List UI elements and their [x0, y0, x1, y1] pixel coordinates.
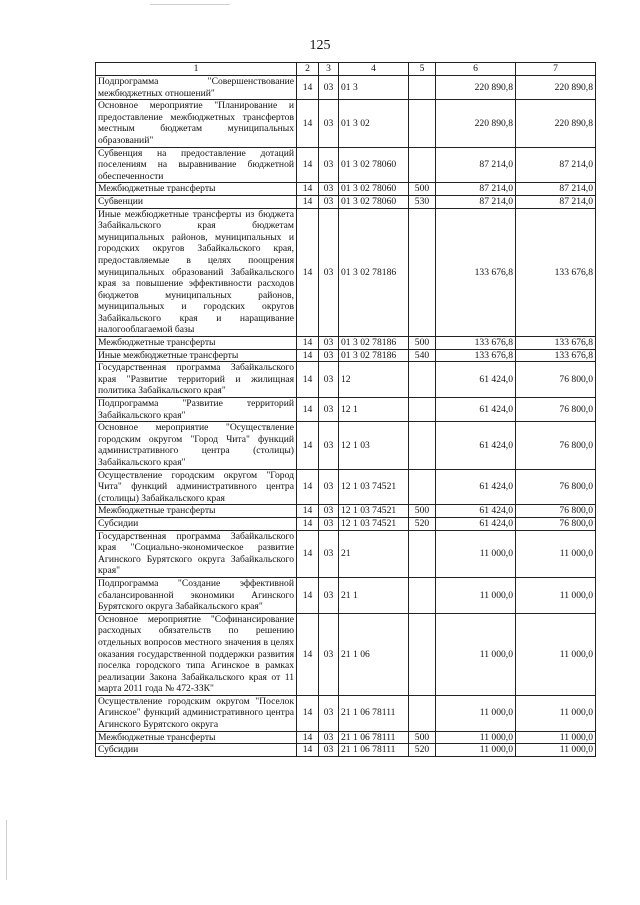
row-target-article: 01 3 02 78060 — [339, 195, 409, 208]
row-subsection-code: 03 — [319, 398, 339, 422]
row-amount-year-1: 87 214,0 — [436, 147, 516, 183]
row-target-article: 01 3 02 78186 — [339, 349, 409, 362]
row-amount-year-2: 133 676,8 — [516, 208, 596, 337]
row-description: Осуществление городским округом "Поселок Агинское" функций административного центра Агинского Бурятского округа — [96, 695, 297, 731]
row-amount-year-2: 220 890,8 — [516, 76, 596, 100]
column-header-7: 7 — [516, 63, 596, 76]
row-amount-year-1: 220 890,8 — [436, 100, 516, 147]
column-header-4: 4 — [339, 63, 409, 76]
row-subsection-code: 03 — [319, 76, 339, 100]
table-row — [96, 422, 596, 469]
row-amount-year-2: 11 000,0 — [516, 530, 596, 577]
row-section-code: 14 — [297, 349, 319, 362]
row-description: Межбюджетные трансферты — [96, 731, 297, 744]
row-section-code: 14 — [297, 337, 319, 350]
row-description: Основное мероприятие "Планирование и предоставление межбюджетных трансфертов местным бюджетам муниципальных образований" — [96, 100, 297, 147]
row-description: Субсидии — [96, 744, 297, 757]
row-amount-year-1: 11 000,0 — [436, 731, 516, 744]
table-row — [96, 362, 596, 398]
row-amount-year-2: 76 800,0 — [516, 505, 596, 518]
row-amount-year-2: 11 000,0 — [516, 731, 596, 744]
row-expense-type: 500 — [409, 731, 436, 744]
table-row — [96, 195, 596, 208]
row-section-code: 14 — [297, 517, 319, 530]
row-description: Иные межбюджетные трансферты из бюджета Забайкальского края бюджетам муниципальных районов, муниципальных и городских округов Забайкальского края, предоставляемые в целях поощрения муниципальных образований Забайкальского края за повышение эффективности расходов бюджетов муниципальных районов, муниципальных и городских округов Забайкальского края и наращивание налогооблагаемой базы — [96, 208, 297, 337]
row-section-code: 14 — [297, 469, 319, 505]
table-row — [96, 147, 596, 183]
table-body — [96, 76, 596, 757]
row-description: Субвенция на предоставление дотаций поселениям на выравнивание бюджетной обеспеченности — [96, 147, 297, 183]
row-amount-year-1: 11 000,0 — [436, 695, 516, 731]
column-number-row — [96, 63, 596, 76]
row-subsection-code: 03 — [319, 530, 339, 577]
row-description: Иные межбюджетные трансферты — [96, 349, 297, 362]
row-amount-year-1: 87 214,0 — [436, 183, 516, 196]
row-expense-type — [409, 76, 436, 100]
row-expense-type: 500 — [409, 505, 436, 518]
table-row — [96, 505, 596, 518]
table-row — [96, 613, 596, 695]
row-section-code: 14 — [297, 530, 319, 577]
row-subsection-code: 03 — [319, 183, 339, 196]
table-row — [96, 530, 596, 577]
row-amount-year-2: 220 890,8 — [516, 100, 596, 147]
scan-artifact-left — [6, 820, 7, 880]
row-description: Государственная программа Забайкальского края "Развитие территорий и жилищная политика Забайкальского края" — [96, 362, 297, 398]
row-amount-year-1: 133 676,8 — [436, 337, 516, 350]
column-header-1: 1 — [96, 63, 297, 76]
row-description: Межбюджетные трансферты — [96, 337, 297, 350]
row-amount-year-1: 61 424,0 — [436, 517, 516, 530]
row-description: Основное мероприятие "Осуществление городским округом "Город Чита" функций административного центра (столицы) Забайкальского края" — [96, 422, 297, 469]
row-expense-type — [409, 208, 436, 337]
row-section-code: 14 — [297, 100, 319, 147]
row-amount-year-2: 76 800,0 — [516, 422, 596, 469]
column-header-3: 3 — [319, 63, 339, 76]
row-expense-type: 530 — [409, 195, 436, 208]
row-amount-year-1: 61 424,0 — [436, 505, 516, 518]
row-amount-year-1: 87 214,0 — [436, 195, 516, 208]
row-amount-year-2: 11 000,0 — [516, 695, 596, 731]
table-row — [96, 349, 596, 362]
row-section-code: 14 — [297, 362, 319, 398]
row-subsection-code: 03 — [319, 147, 339, 183]
table-row — [96, 577, 596, 613]
row-expense-type — [409, 147, 436, 183]
row-expense-type: 520 — [409, 744, 436, 757]
row-amount-year-2: 76 800,0 — [516, 362, 596, 398]
table-row — [96, 695, 596, 731]
row-description: Основное мероприятие "Софинансирование расходных обязательств по решению отдельных вопросов местного значения в целях оказания государственной поддержки развития поселка городского типа Агинское в рамках реализации Закона Забайкальского края от 11 марта 2011 года № 472-ЗЗК" — [96, 613, 297, 695]
row-section-code: 14 — [297, 398, 319, 422]
row-subsection-code: 03 — [319, 577, 339, 613]
row-amount-year-2: 133 676,8 — [516, 337, 596, 350]
table-row — [96, 517, 596, 530]
row-section-code: 14 — [297, 208, 319, 337]
row-expense-type — [409, 695, 436, 731]
row-section-code: 14 — [297, 731, 319, 744]
row-subsection-code: 03 — [319, 100, 339, 147]
row-amount-year-1: 61 424,0 — [436, 398, 516, 422]
row-amount-year-1: 61 424,0 — [436, 362, 516, 398]
row-subsection-code: 03 — [319, 613, 339, 695]
row-expense-type — [409, 100, 436, 147]
row-amount-year-1: 61 424,0 — [436, 422, 516, 469]
row-amount-year-2: 11 000,0 — [516, 613, 596, 695]
row-target-article: 21 1 06 78111 — [339, 695, 409, 731]
row-expense-type — [409, 577, 436, 613]
row-section-code: 14 — [297, 183, 319, 196]
row-target-article: 21 — [339, 530, 409, 577]
row-amount-year-2: 87 214,0 — [516, 147, 596, 183]
row-description: Подпрограмма "Совершенствование межбюджетных отношений" — [96, 76, 297, 100]
row-expense-type: 500 — [409, 183, 436, 196]
row-target-article: 21 1 — [339, 577, 409, 613]
column-header-6: 6 — [436, 63, 516, 76]
row-expense-type — [409, 530, 436, 577]
row-target-article: 21 1 06 78111 — [339, 731, 409, 744]
row-amount-year-2: 87 214,0 — [516, 195, 596, 208]
row-expense-type — [409, 362, 436, 398]
row-expense-type — [409, 469, 436, 505]
row-subsection-code: 03 — [319, 469, 339, 505]
row-section-code: 14 — [297, 744, 319, 757]
row-description: Субсидии — [96, 517, 297, 530]
row-description: Подпрограмма "Создание эффективной сбалансированной экономики Агинского Бурятского округа Забайкальского края" — [96, 577, 297, 613]
row-description: Подпрограмма "Развитие территорий Забайкальского края" — [96, 398, 297, 422]
page-number: 125 — [309, 38, 331, 53]
row-section-code: 14 — [297, 577, 319, 613]
row-target-article: 12 1 03 — [339, 422, 409, 469]
row-amount-year-2: 76 800,0 — [516, 398, 596, 422]
row-amount-year-1: 133 676,8 — [436, 349, 516, 362]
row-target-article: 12 — [339, 362, 409, 398]
row-target-article: 01 3 02 — [339, 100, 409, 147]
row-amount-year-2: 76 800,0 — [516, 517, 596, 530]
row-description: Субвенции — [96, 195, 297, 208]
row-section-code: 14 — [297, 613, 319, 695]
row-description: Межбюджетные трансферты — [96, 183, 297, 196]
column-header-5: 5 — [409, 63, 436, 76]
row-target-article: 01 3 02 78060 — [339, 147, 409, 183]
row-amount-year-1: 133 676,8 — [436, 208, 516, 337]
column-header-2: 2 — [297, 63, 319, 76]
row-subsection-code: 03 — [319, 337, 339, 350]
scan-artifact-top — [150, 4, 230, 5]
row-target-article: 12 1 03 74521 — [339, 469, 409, 505]
row-subsection-code: 03 — [319, 731, 339, 744]
row-subsection-code: 03 — [319, 695, 339, 731]
table-row — [96, 100, 596, 147]
row-target-article: 12 1 03 74521 — [339, 517, 409, 530]
table-row — [96, 76, 596, 100]
table-row — [96, 398, 596, 422]
table-row — [96, 183, 596, 196]
table-row — [96, 469, 596, 505]
table-row — [96, 208, 596, 337]
row-subsection-code: 03 — [319, 208, 339, 337]
row-target-article: 01 3 02 78186 — [339, 337, 409, 350]
row-target-article: 01 3 02 78060 — [339, 183, 409, 196]
row-amount-year-1: 11 000,0 — [436, 530, 516, 577]
row-amount-year-2: 76 800,0 — [516, 469, 596, 505]
row-amount-year-1: 11 000,0 — [436, 577, 516, 613]
row-expense-type — [409, 398, 436, 422]
budget-table — [95, 62, 596, 757]
row-expense-type: 500 — [409, 337, 436, 350]
row-expense-type — [409, 422, 436, 469]
row-subsection-code: 03 — [319, 744, 339, 757]
row-subsection-code: 03 — [319, 349, 339, 362]
row-amount-year-2: 87 214,0 — [516, 183, 596, 196]
row-target-article: 01 3 02 78186 — [339, 208, 409, 337]
row-amount-year-1: 220 890,8 — [436, 76, 516, 100]
row-target-article: 12 1 — [339, 398, 409, 422]
table-row — [96, 744, 596, 757]
row-target-article: 21 1 06 — [339, 613, 409, 695]
row-description: Межбюджетные трансферты — [96, 505, 297, 518]
row-target-article: 21 1 06 78111 — [339, 744, 409, 757]
row-subsection-code: 03 — [319, 195, 339, 208]
row-section-code: 14 — [297, 422, 319, 469]
row-section-code: 14 — [297, 76, 319, 100]
row-section-code: 14 — [297, 147, 319, 183]
row-subsection-code: 03 — [319, 362, 339, 398]
row-description: Осуществление городским округом "Город Чита" функций административного центра (столицы) Забайкальского края — [96, 469, 297, 505]
row-expense-type — [409, 613, 436, 695]
row-subsection-code: 03 — [319, 422, 339, 469]
row-subsection-code: 03 — [319, 505, 339, 518]
row-amount-year-1: 61 424,0 — [436, 469, 516, 505]
row-expense-type: 540 — [409, 349, 436, 362]
table-row — [96, 731, 596, 744]
row-subsection-code: 03 — [319, 517, 339, 530]
row-amount-year-2: 11 000,0 — [516, 577, 596, 613]
row-description: Государственная программа Забайкальского края "Социально-экономическое развитие Агинского Бурятского округа Забайкальского края" — [96, 530, 297, 577]
row-amount-year-2: 11 000,0 — [516, 744, 596, 757]
row-amount-year-1: 11 000,0 — [436, 613, 516, 695]
row-section-code: 14 — [297, 505, 319, 518]
row-section-code: 14 — [297, 695, 319, 731]
row-section-code: 14 — [297, 195, 319, 208]
row-amount-year-1: 11 000,0 — [436, 744, 516, 757]
row-amount-year-2: 133 676,8 — [516, 349, 596, 362]
table-row — [96, 337, 596, 350]
row-target-article: 01 3 — [339, 76, 409, 100]
row-target-article: 12 1 03 74521 — [339, 505, 409, 518]
row-expense-type: 520 — [409, 517, 436, 530]
